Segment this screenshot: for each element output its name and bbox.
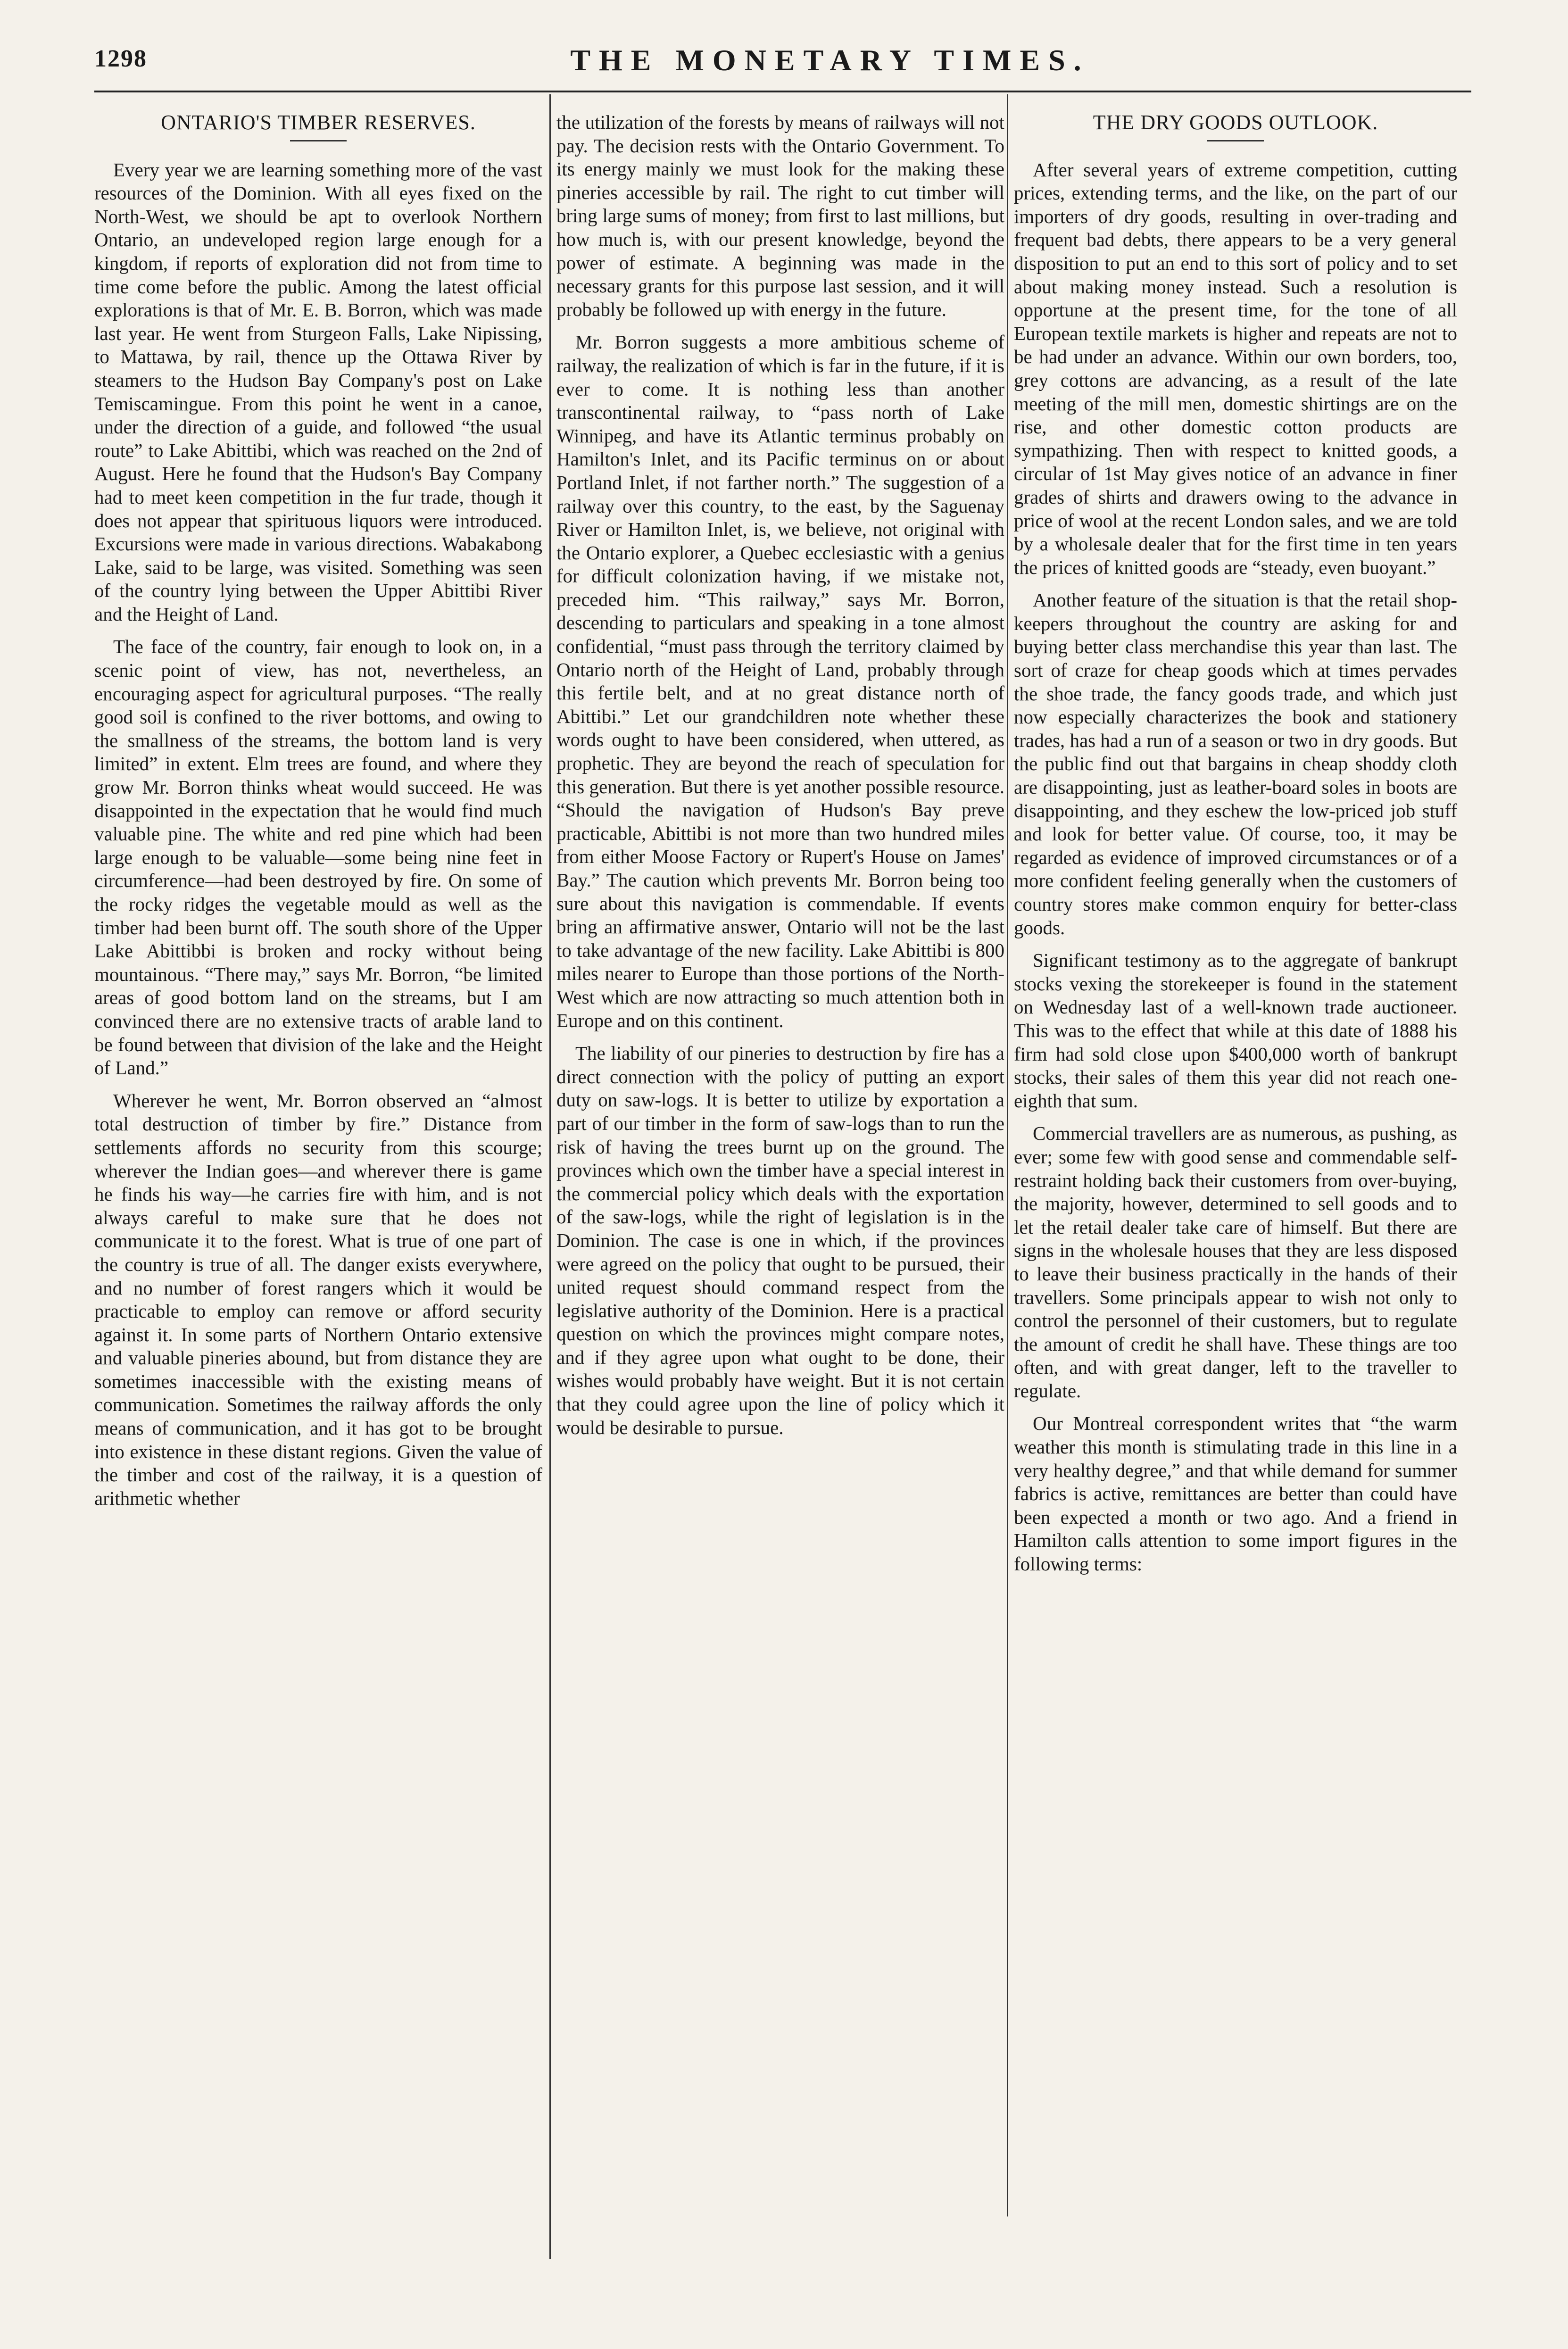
article-title: THE DRY GOODS OUTLOOK. [1093,111,1378,134]
paragraph: the utilization of the forests by means of railways will not pay. The decision rests with the Ontario Government. To its energy mainly we must look for the making these pineries accessible by rail. The right to cut timber will bring large sums of money; from first to last millions, but how much is, with our present knowledge, beyond the power of estimate. A beginning was made in the necessary grants for this purpose last session, and it will probably be followed up with energy in the future. [556,111,1004,320]
paragraph: Commercial travellers are as numerous, as pushing, as ever; some few with good sense and commendable self-restraint holding back their customers from over-buying, the majority, however, determined to sell goods and to let the retail dealer take care of himself. But there are signs in the wholesale houses that they are less disposed to leave their business practically in the hands of their travellers. Some principals appear to wish not only to control the personnel of their customers, but to regulate the amount of credit he shall have. These things are too often, and with great danger, left to the traveller to regulate. [1014,1122,1457,1402]
paragraph: Our Montreal correspondent writes that “the warm weather this month is stimulating trade in this line in a very healthy degree,” and that while demand for summer fabrics is active, remittances are better than could have been expected a month or two ago. And a friend in Hamilton calls attention to some import figures in the following terms: [1014,1412,1457,1575]
article-title: ONTARIO'S TIMBER RESERVES. [161,111,476,134]
paragraph: The liability of our pineries to destruction by fire has a direct connection with the policy of putting an export duty on saw-logs. It is better to utilize by exportation a part of our timber in the form of saw-logs than to run the risk of having the trees burnt up on the ground. The provinces which own the timber have a special interest in the commercial policy which deals with the exportation of the saw-logs, while the right of legislation is in the Dominion. The case is one in which, if the provinces were agreed on the policy that ought to be pursued, their united request should command respect from the legislative authority of the Dominion. Here is a practical question on which the provinces might compare notes, and if they agree upon what ought to be done, their wishes would probably have weight. But it is not certain that they could agree upon the line of policy which it would be desirable to pursue. [556,1042,1004,1438]
page-header [94,45,1490,83]
title-rule [290,140,347,141]
column-divider [549,94,551,2259]
paragraph: Wherever he went, Mr. Borron observed an “almost total destruction of timber by fire.” Distance from settlements affords no security from this scourge; wherever the Indian goes—and wherever there is game he finds his way—he carries fire with him, and is not always careful to make sure that he does not communicate it to the forest. What is true of one part of the country is true of all. The danger exists everywhere, and no number of forest rangers which it would be practicable to employ can remove or afford security against it. In some parts of Northern Ontario extensive and valuable pineries abound, but from distance they are sometimes inaccessible with the existing means of communication. Sometimes the railway affords the only means of communication, and it has got to be brought into existence in these distant regions. Given the value of the timber and cost of the railway, it is a question of arithmetic whether [94,1089,542,1509]
masthead: THE MONETARY TIMES. [570,43,1090,77]
paragraph: Significant testimony as to the aggregate of bankrupt stocks vexing the storekeeper is found in the statement on Wednesday last of a well-known trade auctioneer. This was to the effect that while at this date of 1888 his firm had sold close upon $400,000 worth of bankrupt stocks, their sales of them this year did not reach one-eighth that sum. [1014,949,1457,1112]
header-rule [94,91,1471,92]
column-2 [556,111,1004,1449]
column-divider [1007,94,1008,2216]
title-rule [1207,140,1264,141]
paragraph: Mr. Borron suggests a more ambitious scheme of railway, the realization of which is far in the future, if it is ever to come. It is nothing less than another transcontinental railway, to “pass north of Lake Winnipeg, and have its Atlantic terminus probably on Hamilton's Inlet, and its Pacific terminus on or about Portland Inlet, if not farther north.” The suggestion of a railway over this country, to the east, by the Saguenay River or Hamilton Inlet, is, we believe, not original with the Ontario explorer, a Quebec ecclesiastic with a genius for difficult colonization having, if we mistake not, preceded him. “This railway,” says Mr. Borron, descending to particulars and speaking in a tone almost confidential, “must pass through the territory claimed by Ontario north of the Height of Land, probably through this fertile belt, and at no great distance north of Abittibi.” Let our grandchildren note whether these words ought to have been considered, when uttered, as prophetic. They are beyond the reach of speculation for this generation. But there is yet another possible resource. “Should the navigation of Hudson's Bay preve practicable, Abittibi is not more than two hundred miles from either Moose Factory or Rupert's House on James' Bay.” The caution which prevents Mr. Borron being too sure about this navigation is commendable. If events bring an affirmative answer, Ontario will not be the last to take advantage of the new facility. Lake Abittibi is 800 miles nearer to Europe than those portions of the North-West which are now attracting so much attention both in Europe and on this continent. [556,331,1004,1031]
paragraph: Every year we are learning something more of the vast resources of the Dominion. With all eyes fixed on the North-West, we should be apt to overlook Northern Ontario, an undeveloped region large enough for a kingdom, if reports of exploration did not from time to time come before the public. Among the latest official explorations is that of Mr. E. B. Borron, which was made last year. He went from Sturgeon Falls, Lake Nipissing, to Mattawa, by rail, thence up the Ottawa River by steamers to the Hudson Bay Company's post on Lake Temiscamingue. From this point he went in a canoe, under the direction of a guide, and followed “the usual route” to Lake Abittibi, which was reached on the 2nd of August. Here he found that the Hudson's Bay Company had to meet keen competition in the fur trade, though it does not appear that spirituous liquors were introduced. Excursions were made in various directions. Wabakabong Lake, said to be large, was visited. Something was seen of the country lying between the Upper Abittibi River and the Height of Land. [94,158,542,625]
paragraph: The face of the country, fair enough to look on, in a scenic point of view, has not, nevertheless, an encouraging aspect for agricultural purposes. “The really good soil is confined to the river bottoms, and owing to the smallness of the streams, the bottom land is very limited” in extent. Elm trees are found, and where they grow Mr. Borron thinks wheat would succeed. He was disappointed in the expectation that he would find much valuable pine. The white and red pine which had been large enough to be valuable—some being nine feet in circumference—had been destroyed by fire. On some of the rocky ridges the vegetable mould as well as the timber had been burnt off. The south shore of the Upper Lake Abittibbi is broken and rocky without being mountainous. “There may,” says Mr. Borron, “be limited areas of good bottom land on the streams, but I am convinced there are no extensive tracts of arable land to be found between that division of the lake and the Height of Land.” [94,636,542,1079]
column-1 [94,111,542,1519]
page-number: 1298 [94,45,147,72]
column-3 [1014,111,1457,1585]
paragraph: Another feature of the situation is that the retail shop-keepers throughout the country are asking for and buying better class merchandise this year than last. The sort of craze for cheap goods which at times pervades the shoe trade, the fancy goods trade, and which just now especially characterizes the book and stationery trades, has had a run of a season or two in dry goods. But the public find out that bargains in cheap shoddy cloth are disappointing, just as leather-board soles in boots are disappointing, and they eschew the low-priced job stuff and look for better value. Of course, too, it may be regarded as evidence of improved circumstances or of a more confident feeling generally when the customers of country stores make common enquiry for better-class goods. [1014,589,1457,938]
paragraph: After several years of extreme competition, cutting prices, extending terms, and the like, on the part of our importers of dry goods, resulting in over-trading and frequent bad debts, there appears to be a very general disposition to put an end to this sort of policy and to set about making money instead. Such a resolution is opportune at the present time, for the tone of all European textile markets is higher and repeats are not to be had under an advance. Within our own borders, too, grey cottons are advancing, as a result of the late meeting of the mill men, domestic shirtings are on the rise, and other domestic cotton products are sympathizing. Then with respect to knitted goods, a circular of 1st May gives notice of an advance in finer grades of shirts and drawers owing to the advance in price of wool at the recent London sales, and we are told by a wholesale dealer that for the first time in ten years the prices of knitted goods are “steady, even buoyant.” [1014,158,1457,578]
